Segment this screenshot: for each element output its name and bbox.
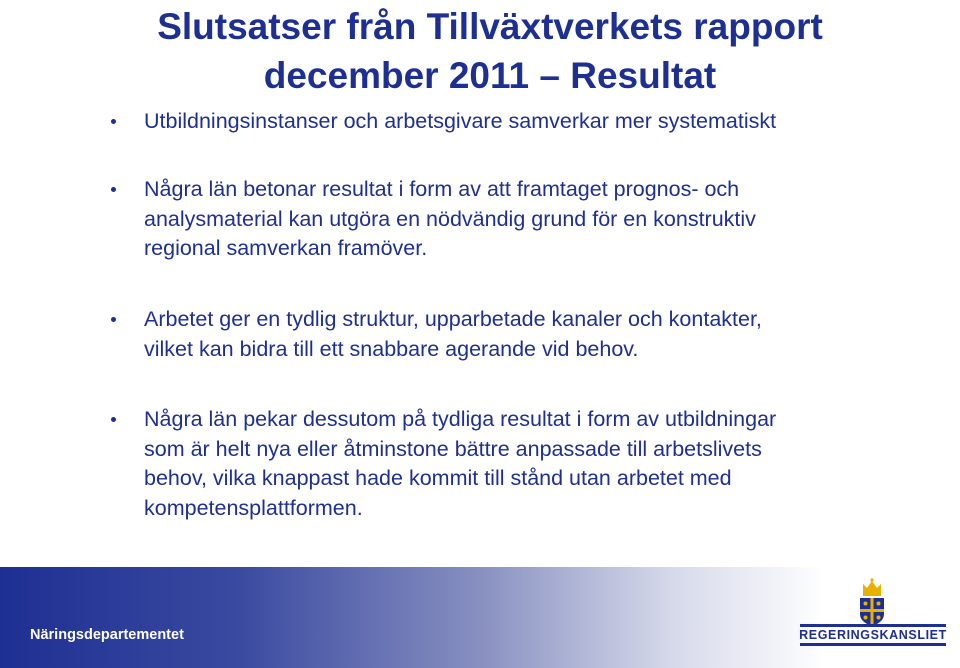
bullet-dot xyxy=(111,119,116,124)
footer-department: Näringsdepartementet xyxy=(30,627,184,643)
bullet-line: Utbildningsinstanser och arbetsgivare samverkar mer systematiskt xyxy=(144,109,777,133)
bullet-line: Arbetet ger en tydlig struktur, upparbetade kanaler och kontakter, xyxy=(144,307,762,331)
bullet-line: kompetensplattformen. xyxy=(144,495,363,520)
bullet-line: Några län betonar resultat i form av att framtaget prognos- och xyxy=(144,177,740,201)
bullet-line: vilket kan bidra till ett snabbare agerande vid behov. xyxy=(144,336,639,361)
bullet-dot xyxy=(111,187,116,192)
regeringskansliet-logo-text: REGERINGSKANSLIET xyxy=(800,624,946,646)
bullet-dot xyxy=(111,417,116,422)
bullet-line: som är helt nya eller åtminstone bättre anpassade till arbetslivets xyxy=(144,436,762,461)
bullet-line: regional samverkan framöver. xyxy=(144,236,428,260)
bullet-line: analysmaterial kan utgöra en nödvändig grund för en konstruktiv xyxy=(144,206,756,231)
title-line-2: december 2011 – Resultat xyxy=(263,55,717,96)
bullet-line: Några län pekar dessutom på tydliga resultat i form av utbildningar xyxy=(144,407,777,431)
bullet-line: behov, vilka knappast hade kommit till stånd utan arbetet med xyxy=(144,466,732,490)
bullet-dot xyxy=(111,317,116,322)
title-line-1: Slutsatser från Tillväxtverkets rapport xyxy=(157,6,823,47)
slide-title xyxy=(0,2,960,100)
crown-emblem-icon xyxy=(796,578,948,660)
